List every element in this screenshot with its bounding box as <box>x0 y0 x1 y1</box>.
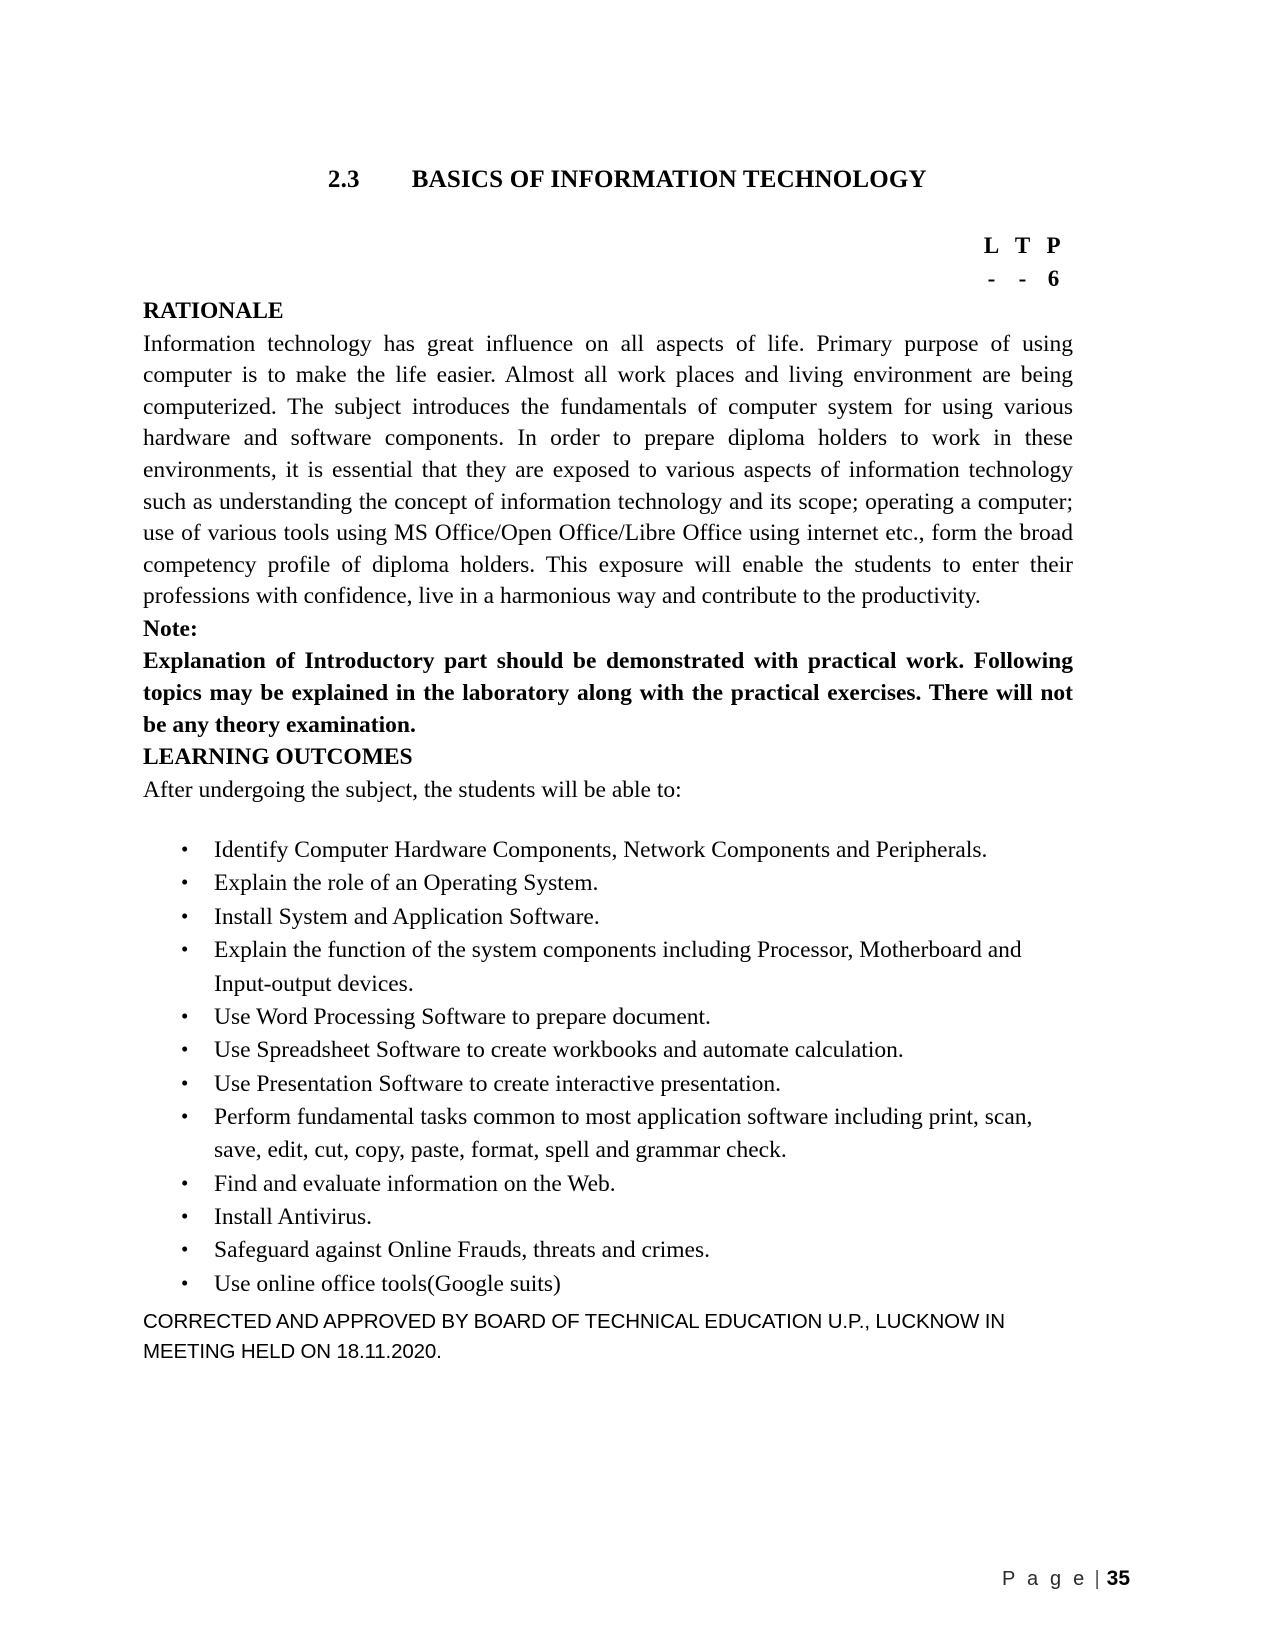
list-item-text: Safeguard against Online Frauds, threats and crimes. <box>214 1237 710 1264</box>
list-item <box>143 1068 1073 1101</box>
ltp-header-row <box>976 230 1069 263</box>
approval-note: CORRECTED AND APPROVED BY BOARD OF TECHNICAL EDUCATION U.P., LUCKNOW IN MEETING HELD ON 18.11.2020. <box>143 1310 1005 1364</box>
page-content <box>143 0 1073 1367</box>
page-footer <box>1002 1567 1130 1591</box>
bullet-icon: • <box>181 1270 189 1295</box>
ltp-value-l: - <box>987 265 996 291</box>
rationale-heading: RATIONALE <box>143 298 284 325</box>
ltp-header-p: P <box>1046 233 1061 258</box>
note-paragraph: Explanation of Introductory part should be demonstrated with practical work. Following topics may be explained in the laboratory along with the practical exercises. There will not be any theory examination. <box>143 648 1073 738</box>
section-title: BASICS OF INFORMATION TECHNOLOGY <box>411 166 927 193</box>
learning-outcomes-intro: After undergoing the subject, the students will be able to: <box>143 776 682 803</box>
page-title <box>143 138 1073 222</box>
page-label: P a g e <box>1002 1568 1088 1590</box>
bullet-icon: • <box>181 1103 189 1128</box>
list-item-text: Install System and Application Software. <box>214 903 600 930</box>
page-number: 35 <box>1106 1567 1130 1590</box>
list-item-text: Use Word Processing Software to prepare document. <box>214 1003 711 1030</box>
learning-outcomes-heading: LEARNING OUTCOMES <box>143 744 413 771</box>
bullet-icon: • <box>181 1237 189 1262</box>
list-item <box>143 834 1073 867</box>
list-item-text: Explain the role of an Operating System. <box>214 870 599 897</box>
note-heading: Note: <box>143 616 198 643</box>
list-item-text: Use online office tools(Google suits) <box>214 1270 561 1297</box>
list-item <box>143 1201 1073 1234</box>
learning-outcomes-list <box>143 834 1073 1301</box>
list-item-text: Use Presentation Software to create interactive presentation. <box>214 1070 782 1097</box>
rationale-paragraph: Information technology has great influence on all aspects of life. Primary purpose of using computer is to make the life easier. Almost all work places and living environment are being computerized. The subject introduces the fundamentals of computer system for using various hardware and software components. In order to prepare diploma holders to work in these environments, it is essential that they are exposed to various aspects of information technology such as understanding the concept of information technology and its scope; operating a computer; use of various tools using MS Office/Open Office/Libre Office using internet etc., form the broad competency profile of diploma holders. This exposure will enable the students to enter their professions with confidence, live in a harmonious way and contribute to the productivity. <box>143 330 1073 610</box>
bullet-icon: • <box>181 1037 189 1062</box>
bullet-icon: • <box>181 937 189 962</box>
list-item <box>143 1101 1073 1168</box>
ltp-table-inner <box>976 230 1069 295</box>
section-number: 2.3 <box>327 166 360 193</box>
list-item <box>143 1001 1073 1034</box>
ltp-value-row <box>976 263 1069 296</box>
list-item-text: Explain the function of the system components including Processor, Motherboard and Input-output devices. <box>214 937 1022 997</box>
list-item <box>143 1168 1073 1201</box>
list-item-text: Use Spreadsheet Software to create workbooks and automate calculation. <box>214 1037 904 1064</box>
bullet-icon: • <box>181 1170 189 1195</box>
list-item <box>143 1268 1073 1301</box>
ltp-value-p: 6 <box>1047 265 1060 291</box>
bullet-icon: • <box>181 1003 189 1028</box>
bullet-icon: • <box>181 870 189 895</box>
list-item <box>143 934 1073 1001</box>
bullet-icon: • <box>181 1204 189 1229</box>
list-item <box>143 867 1073 900</box>
bullet-icon: • <box>181 1070 189 1095</box>
ltp-header-l: L <box>983 233 1000 258</box>
page-separator: | <box>1094 1568 1100 1590</box>
list-item <box>143 901 1073 934</box>
list-item-text: Find and evaluate information on the Web. <box>214 1170 616 1197</box>
list-item <box>143 1034 1073 1067</box>
list-item-text: Perform fundamental tasks common to most application software including print, scan, save, edit, cut, copy, paste, format, spell and grammar check. <box>214 1103 1033 1164</box>
ltp-table <box>143 230 1073 295</box>
ltp-value-t: - <box>1018 265 1027 291</box>
bullet-icon: • <box>181 837 189 862</box>
list-item-text: Install Antivirus. <box>214 1204 372 1231</box>
bullet-icon: • <box>181 903 189 928</box>
ltp-header-t: T <box>1014 233 1031 258</box>
list-item-text: Identify Computer Hardware Components, Network Components and Peripherals. <box>214 837 988 864</box>
list-item <box>143 1234 1073 1267</box>
